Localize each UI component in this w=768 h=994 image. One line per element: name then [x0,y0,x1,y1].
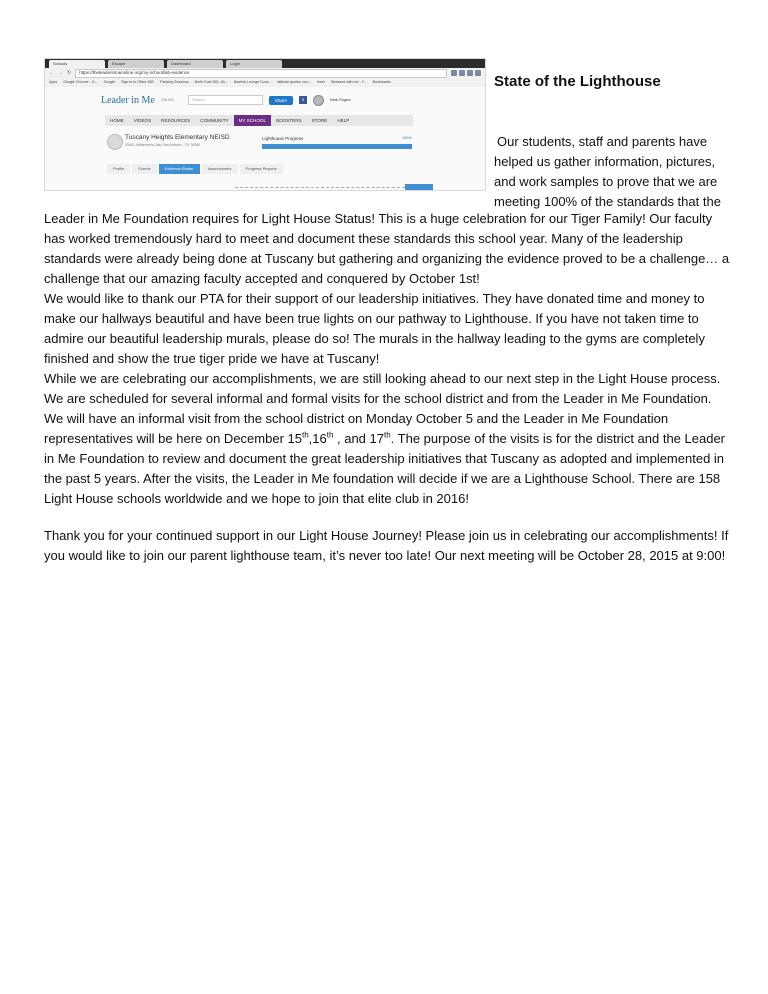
menu-item-videos: VIDEOS [133,118,152,123]
lighthouse-progress-bar [262,144,412,149]
url-field: https://theleaderinmeonline.org/my-school/lab-evidence [75,69,447,78]
lighthouse-progress-fill [262,144,412,149]
menu-item-store: STORE [311,118,328,123]
extension-icons [451,70,481,76]
paragraph-intro-side [494,132,756,212]
browser-address-bar [45,68,485,78]
school-address: 25001 Wilderness Oak San Antonio , TX 78260 [125,143,201,147]
bookmark: Apps [49,80,58,84]
browser-tab: Dashboard [167,60,223,68]
back-arrow-icon: ← [49,70,54,76]
user-avatar [313,95,324,106]
menu-item-boosters: BOOSTERS [276,118,302,123]
superscript: th [384,430,391,440]
user-name: Heidi Rogers [329,98,351,102]
divider [235,187,415,190]
text-run: , and 17 [333,431,384,446]
forward-arrow-icon: → [58,70,63,76]
menu-item-home: HOME [110,118,124,123]
site-content [45,87,485,191]
bookmark: North East ISD, Uk... [194,80,228,84]
website-screenshot [44,58,486,191]
leader-in-me-logo: Leader in Me [101,94,155,106]
menu-item-community: COMMUNITY [200,118,229,123]
paragraph-pta: We would like to thank our PTA for their support of our leadership initiatives. They have donated time and money to make our hallways beautiful and have been true lights on our pathway to Lighthouse. If you have not taken time to admire our beautiful leadership murals, please do so! The murals in the hallway leading to the gyms are completely finished and show the true tiger pride we have at Tuscany! [44,291,705,366]
bookmark: Sign in to Office 365 [121,80,154,84]
school-subtabs [107,164,407,174]
page-title: State of the Lighthouse [494,73,661,90]
bookmark: Google Chrome - G... [63,80,98,84]
reload-icon: ↻ [67,70,72,76]
menu-item-help: HELP [337,118,350,123]
text-run: While we are celebrating our accomplishments, we are still looking ahead to our next step in the Light House process. We are scheduled for several informal and formal visits for the school district and from the Leader in Me Foundation. We will have an informal visit from the school district on Monday October 5 and the Leader in Me Foundation representatives will be here on December 15 [44,371,721,446]
logo-subtitle: ONLINE [160,98,174,102]
paragraph-thanks: Thank you for your continued support in our Light House Journey! Please join us in celebrating our accomplishments! If you would like to join our parent lighthouse team, it’s never too late! Our next meeting will be October 28, 2015 at 9:00! [44,528,729,563]
action-button [405,184,433,190]
menu-item-resources: RESOURCES [161,118,191,123]
paragraph-visits [44,369,734,509]
bookmark: Bashful Lounge Cons... [234,80,272,84]
lighthouse-progress-label: Lighthouse Progress [262,136,304,141]
browser-tab: Login [226,60,282,68]
subtab-evidence-binder: Evidence Binder [159,164,200,174]
subtab-profile: Profile [107,164,130,174]
text-run: ,16 [308,431,327,446]
text-line: and work samples to prove that we are [494,174,718,189]
bookmark: Inner [316,80,325,84]
browser-tab-strip [45,59,485,68]
browser-tab: Schools [49,60,105,68]
lighthouse-progress-percent: 100% [402,136,412,140]
share-count: 3 [299,96,307,104]
school-logo-icon [107,134,123,150]
subtab-assessments: Assessments [202,164,238,174]
bookmark: Bookmarks [372,80,391,84]
bookmark: Thinking Sessions [159,80,189,84]
site-menu [105,115,413,126]
browser-tab: Escape [108,60,164,68]
share-button: Share [269,96,293,105]
paragraph-intro: Leader in Me Foundation requires for Light House Status! This is a huge celebration for our Tiger Family! Our faculty has worked tremendously hard to meet and document these standards this school year. Many of the leadership standards were already being done at Tuscany but gathering and organizing the evidence proved to be a challenge… a challenge that our amazing faculty accepted and conquered by October 1st! [44,211,730,286]
superscript: th [326,430,334,440]
bookmark: attitude quotes cou... [277,80,311,84]
bookmark: Google [103,80,116,84]
subtab-progress-reports: Progress Reports [240,164,283,174]
text-line: Our students, staff and parents have [497,134,708,149]
superscript: th [301,430,309,440]
menu-item-my-school: MY SCHOOL [234,115,271,126]
site-search-input: Search [188,95,263,105]
text-run: . The purpose of the visits is for the district and the Leader in Me Foundation to review and document the great leadership initiatives that Tuscany as adopted and implemented in the past 5 years. After the visits, the Leader in Me foundation will decide if we are a Lighthouse School. There are 158 Light House schools worldwide and we hope to join that elite club in 2016! [44,431,726,506]
text-line: helped us gather information, pictures, [494,154,716,169]
text-line: meeting 100% of the standards that the [494,194,721,209]
subtab-events: Events [132,164,156,174]
school-name: Tuscany Heights Elementary NEISD [125,134,230,141]
bookmark: Stressed with me - Y... [330,80,367,84]
site-header [101,93,431,107]
school-profile [107,132,412,152]
